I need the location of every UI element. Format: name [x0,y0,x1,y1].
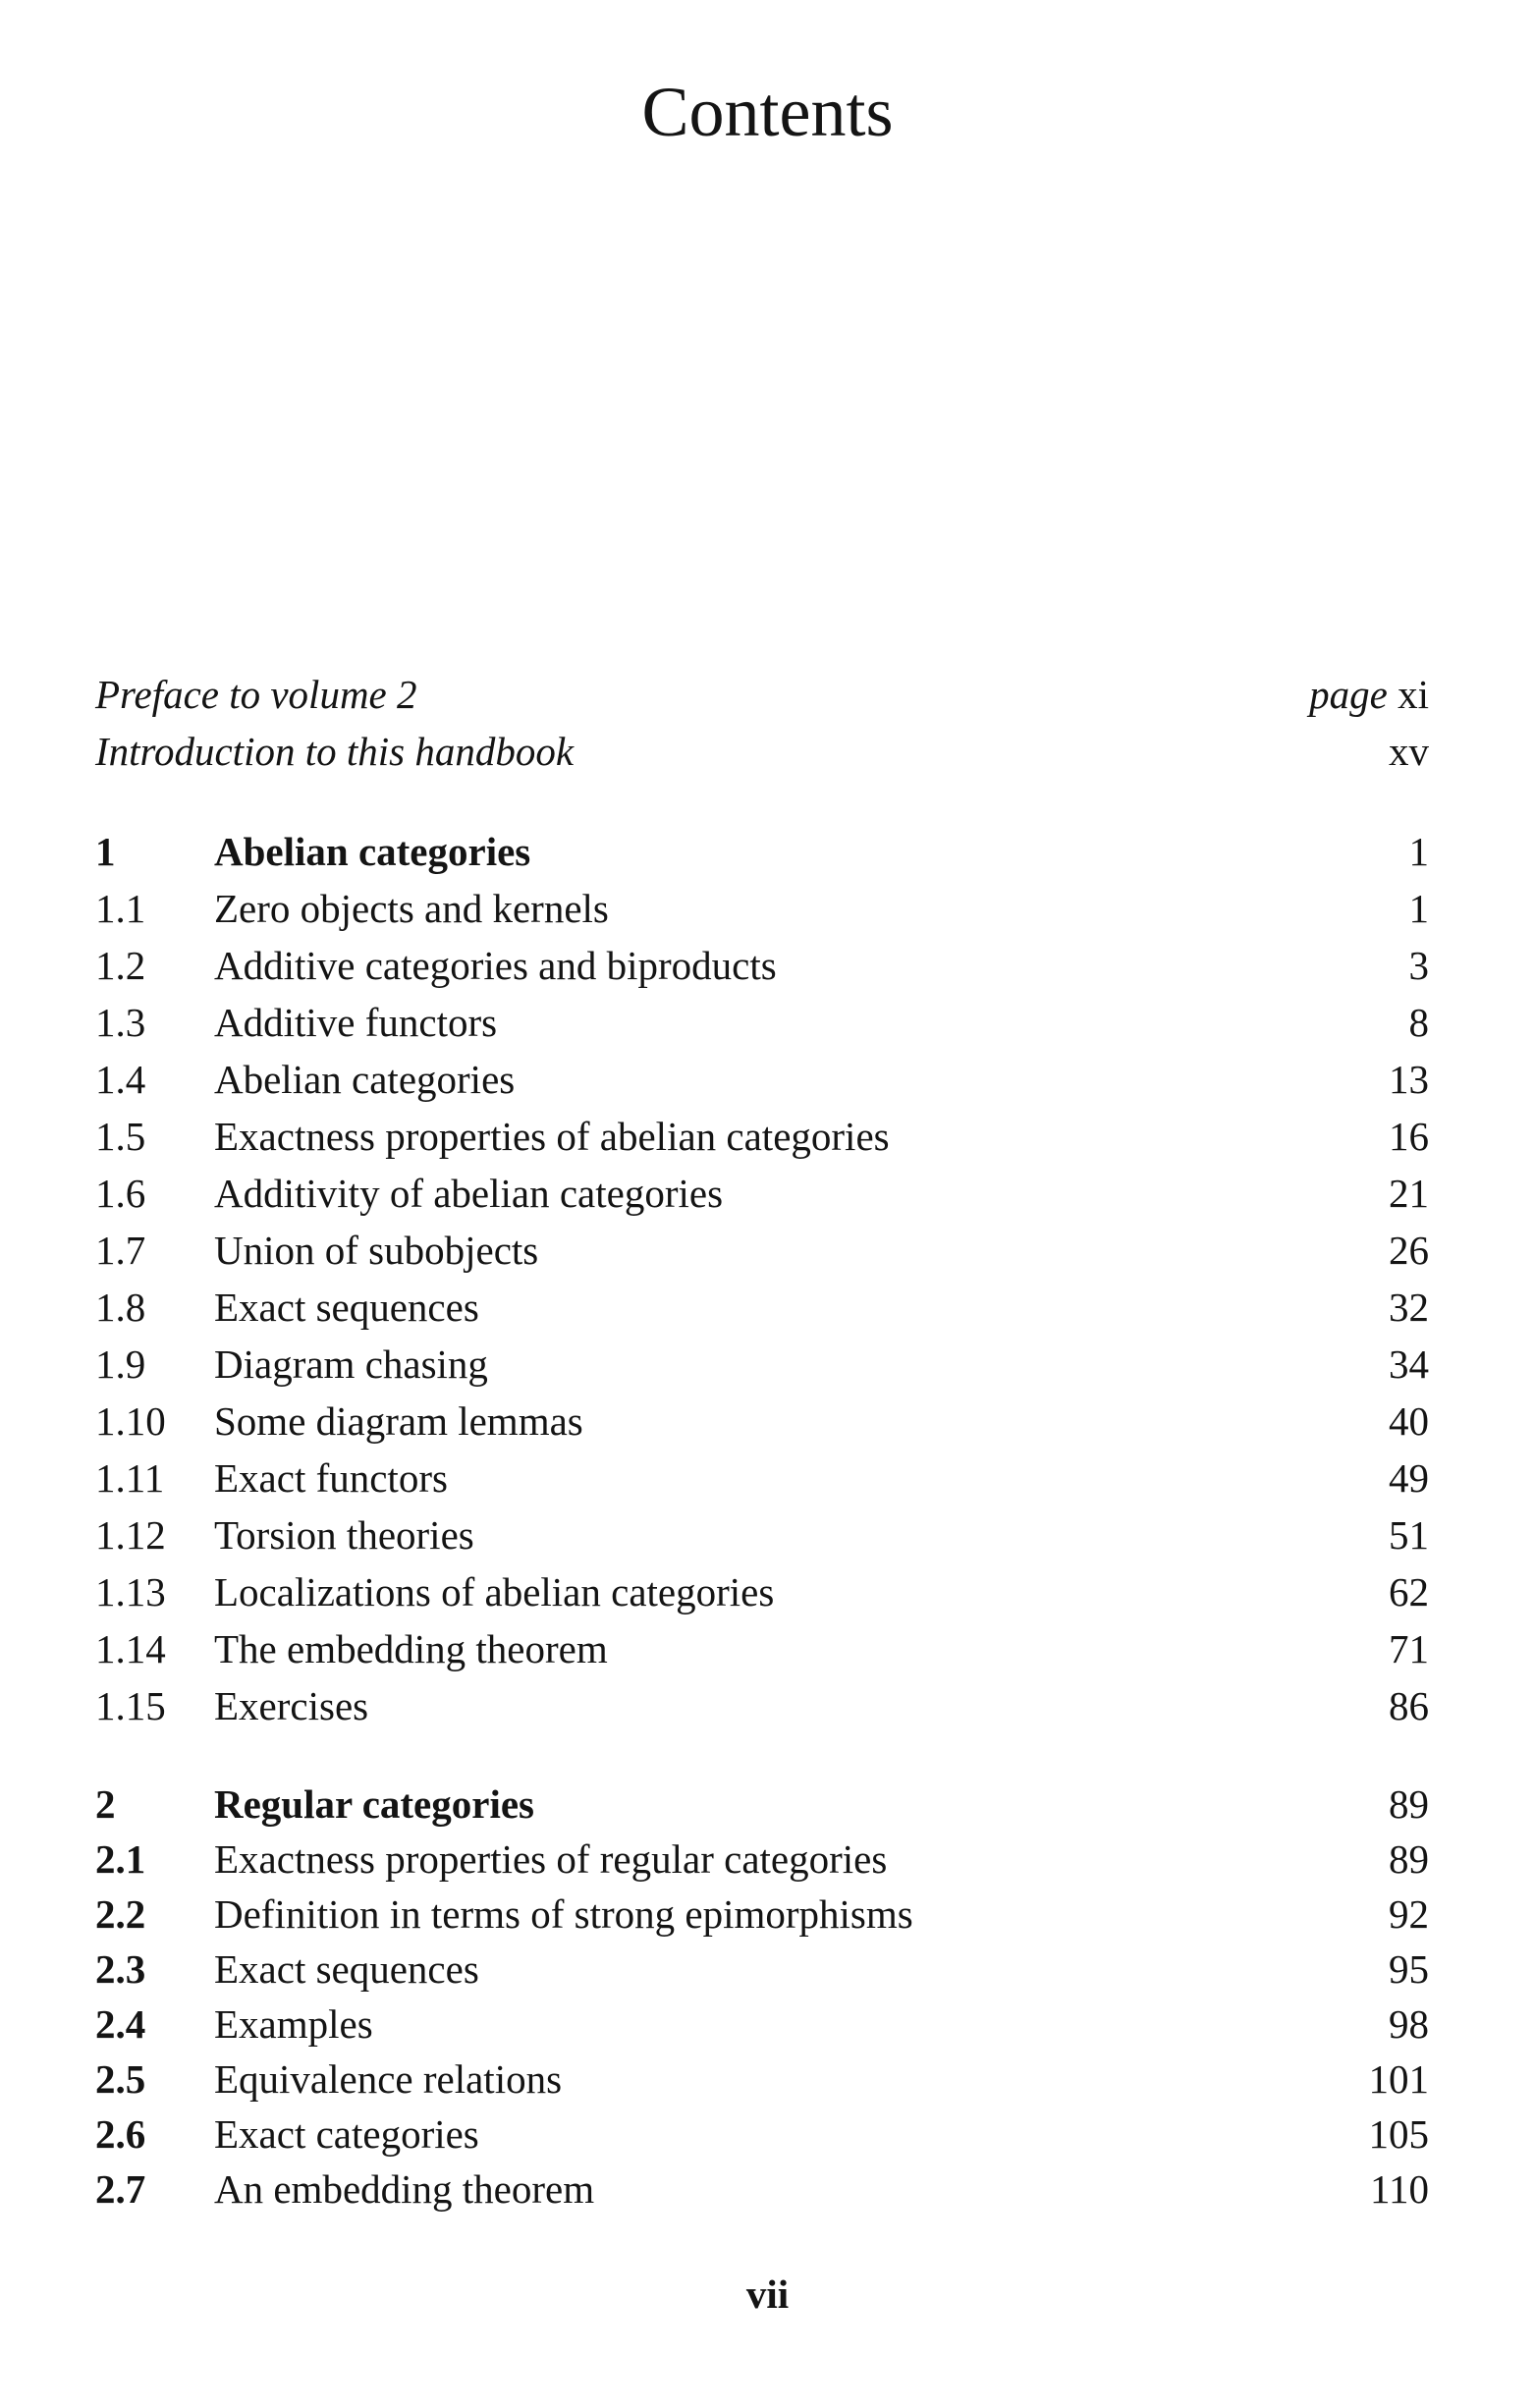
toc-section [95,1279,1429,1336]
section-number: 2.4 [95,2001,146,2047]
section-title: Additive categories and biproducts [214,943,777,988]
page-folio: vii [745,2271,790,2317]
section-number: 1.7 [95,1228,146,1273]
section-number: 1.4 [95,1057,146,1102]
toc-section [95,1051,1429,1108]
section-title: Exercises [214,1683,369,1728]
section-page: 21 [1389,1171,1429,1216]
section-title: Union of subobjects [214,1228,539,1273]
section-page: 49 [1389,1455,1429,1501]
section-number: 1.5 [95,1114,146,1159]
section-number: 1.12 [95,1512,166,1558]
toc-section [95,994,1429,1051]
toc-section [95,1563,1429,1620]
section-page: 110 [1370,2166,1429,2212]
section-title: Some diagram lemmas [214,1398,583,1444]
toc-section [95,1108,1429,1165]
toc-section [95,1677,1429,1734]
toc-section [95,2051,1429,2107]
chapter-title: Regular categories [214,1781,534,1827]
section-number: 2.3 [95,1946,146,1992]
entry-page [1389,723,1429,780]
section-page: 51 [1389,1512,1429,1558]
section-number: 2.5 [95,2056,146,2102]
page-title: Contents [641,73,894,151]
toc-entry-preface [95,666,1429,723]
page-prefix: page [1309,672,1388,717]
page-number: xi [1398,672,1429,717]
section-page: 71 [1389,1626,1429,1671]
section-title: Additivity of abelian categories [214,1171,724,1216]
section-page: 95 [1389,1946,1429,1992]
section-number: 1.11 [95,1455,165,1501]
toc-section [95,1450,1429,1506]
section-number: 1.6 [95,1171,146,1216]
toc-section [95,2106,1429,2162]
section-number: 1.15 [95,1683,166,1728]
section-title: Localizations of abelian categories [214,1569,775,1614]
section-title: Abelian categories [214,1057,516,1102]
section-page: 101 [1368,2056,1429,2102]
section-number: 2.1 [95,1836,146,1882]
section-page: 92 [1389,1891,1429,1937]
toc-chapter-1 [95,823,1429,880]
section-page: 3 [1408,943,1429,988]
section-title: Exact categories [214,2111,479,2157]
section-title: Definition in terms of strong epimorphisms [214,1891,913,1937]
section-title: Exactness properties of regular categories [214,1836,888,1882]
chapter-title: Abelian categories [214,829,531,874]
toc-section [95,880,1429,937]
toc-chapter-2 [95,1776,1429,1833]
toc-section [95,2161,1429,2217]
section-number: 2.6 [95,2111,146,2157]
section-number: 1.14 [95,1626,166,1671]
section-number: 1.13 [95,1569,166,1614]
section-page: 32 [1389,1285,1429,1330]
toc-section [95,1165,1429,1222]
section-page: 62 [1389,1569,1429,1614]
entry-page [1309,666,1429,723]
entry-title: Introduction to this handbook [95,729,575,774]
toc-section [95,937,1429,994]
section-number: 1.9 [95,1341,146,1387]
section-page: 26 [1389,1228,1429,1273]
section-page: 105 [1368,2111,1429,2157]
section-number: 1.10 [95,1398,166,1444]
toc-section [95,1336,1429,1393]
chapter-number: 2 [95,1781,116,1827]
toc-section [95,1996,1429,2052]
toc-section [95,1620,1429,1677]
toc-section [95,1222,1429,1279]
section-page: 16 [1389,1114,1429,1159]
section-title: Torsion theories [214,1512,474,1558]
toc-section [95,1831,1429,1888]
section-number: 1.1 [95,886,146,931]
section-title: Zero objects and kernels [214,886,609,931]
section-title: An embedding theorem [214,2166,595,2212]
section-title: Exact sequences [214,1946,479,1992]
page-number: xv [1389,729,1429,774]
section-page: 40 [1389,1398,1429,1444]
section-title: Additive functors [214,1000,498,1045]
toc-section [95,1941,1429,1998]
section-page: 8 [1408,1000,1429,1045]
section-title: Examples [214,2001,373,2047]
toc-entry-introduction [95,723,1429,780]
toc-section [95,1886,1429,1943]
chapter-number: 1 [95,829,116,874]
section-number: 1.3 [95,1000,146,1045]
section-title: Exact functors [214,1455,448,1501]
section-page: 98 [1389,2001,1429,2047]
section-number: 2.2 [95,1891,146,1937]
chapter-page: 1 [1408,829,1429,874]
entry-title: Preface to volume 2 [95,672,417,717]
section-page: 89 [1389,1836,1429,1882]
section-number: 2.7 [95,2166,146,2212]
section-title: Exact sequences [214,1285,479,1330]
section-title: Equivalence relations [214,2056,563,2102]
section-page: 34 [1389,1341,1429,1387]
section-number: 1.2 [95,943,146,988]
toc-section [95,1393,1429,1450]
section-page: 13 [1389,1057,1429,1102]
section-title: Diagram chasing [214,1341,488,1387]
section-page: 86 [1389,1683,1429,1728]
section-title: The embedding theorem [214,1626,608,1671]
section-number: 1.8 [95,1285,146,1330]
toc-section [95,1506,1429,1563]
section-page: 1 [1408,886,1429,931]
section-title: Exactness properties of abelian categories [214,1114,890,1159]
chapter-page: 89 [1389,1781,1429,1827]
